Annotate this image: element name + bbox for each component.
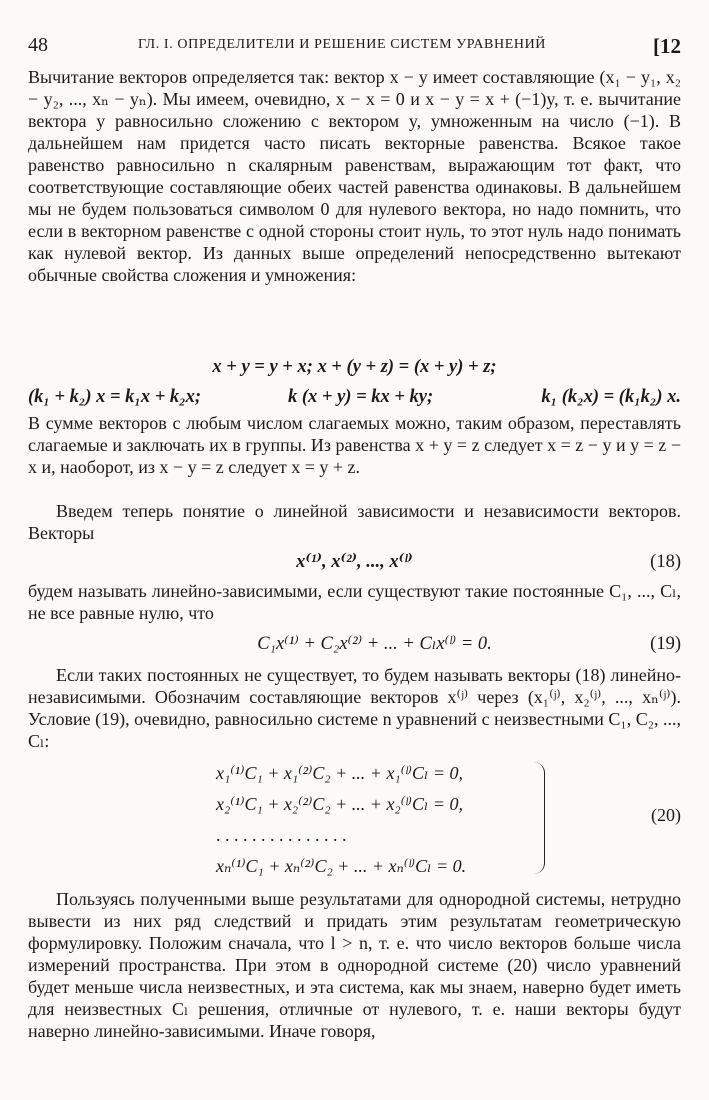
equation-part-c: k₁ (k₂x) = (k₁k₂) x.: [541, 387, 681, 407]
page-header: [28, 34, 681, 62]
equation-text: C₁x⁽¹⁾ + C₂x⁽²⁾ + ... + Cₗx⁽ˡ⁾ = 0.: [257, 634, 492, 654]
right-brace: [534, 762, 545, 874]
equation-distributive: [28, 382, 681, 412]
equation-commutative-associative: [28, 352, 681, 382]
equation-18: [28, 544, 681, 580]
equation-number: (18): [650, 552, 681, 572]
page-body: [28, 66, 681, 1064]
equation-19: [28, 624, 681, 664]
paragraph-definition-dependent: будем называть линейно-зависимыми, если существуют такие постоянные C₁, ..., Cₗ, не все равные нулю, что: [28, 581, 681, 623]
equation-part-a: (k₁ + k₂) x = k₁x + k₂x;: [28, 387, 202, 407]
system-row-2: x₂⁽¹⁾C₁ + x₂⁽²⁾C₂ + ... + x₂⁽ˡ⁾Cₗ = 0,: [216, 794, 463, 814]
running-title: ГЛ. I. ОПРЕДЕЛИТЕЛИ И РЕШЕНИЕ СИСТЕМ УРАВНЕНИЙ: [138, 37, 546, 52]
section-number: [12: [653, 34, 681, 58]
paragraph-definition-independent: Если таких постоянных не существует, то будем называть векторы (18) линейно-независимыми. Обозначим составляющие векторов x⁽ʲ⁾ через (x₁⁽ʲ⁾, x₂⁽ʲ⁾, ..., xₙ⁽ʲ⁾). Условие (19), очевидно, равносильно системе n уравнений с неизвестными C₁, C₂, ..., Cₗ:: [28, 665, 681, 751]
system-row-dots: . . . . . . . . . . . . . . .: [216, 825, 347, 845]
equation-text: x⁽¹⁾, x⁽²⁾, ..., x⁽ˡ⁾: [296, 552, 413, 572]
equation-number: (20): [651, 805, 681, 825]
paragraph-vector-subtraction: Вычитание векторов определяется так: вектор x − y имеет составляющие (x₁ − y₁, x₂ − y₂, ..., xₙ − yₙ). Мы имеем, очевидно, x − x = 0 и x − y = x + (−1)y, т. е. вычитание вектора y равносильно сложению с вектором y, умноженным на число (−1). В дальнейшем нам придется часто писать векторные равенства. Всякое такое равенство равносильно n скалярным равенствам, выражающим тот факт, что соответствующие составляющие обеих частей равенства одинаковы. В дальнейшем мы не будем пользоваться символом 0 для нулевого вектора, но надо помнить, что если в векторном равенстве с одной стороны стоит нуль, то этот нуль надо понимать как нулевой вектор. Из данных выше определений непосредственно вытекают обычные свойства сложения и умножения:: [28, 67, 681, 285]
system-row-1: x₁⁽¹⁾C₁ + x₁⁽²⁾C₂ + ... + x₁⁽ˡ⁾Cₗ = 0,: [216, 763, 463, 783]
system-row-n: xₙ⁽¹⁾C₁ + xₙ⁽²⁾C₂ + ... + xₙ⁽ˡ⁾Cₗ = 0.: [216, 856, 467, 876]
equation-system-20: [28, 758, 681, 882]
paragraph-consequences: Пользуясь полученными выше результатами для однородной системы, нетрудно вывести из них ряд следствий и придать этим результатам геометрическую формулировку. Положим сначала, что l > n, т. е. что число векторов больше числа измерений пространства. При этом в однородной системе (20) число уравнений будет меньше числа неизвестных, и эта система, как мы знаем, наверно будет иметь для неизвестных Cₗ решения, отличные от нулевого, т. е. наши векторы будут наверно линейно-зависимыми. Иначе говоря,: [28, 889, 681, 1041]
page-number: 48: [28, 34, 48, 56]
system-rows: [216, 758, 534, 882]
paragraph-sum-of-vectors: В сумме векторов с любым числом слагаемых можно, таким образом, переставлять слагаемые и заключать их в группы. Из равенства x + y = z следует x = z − y и y = z − x и, наоборот, из x − y = z следует x = y + z.: [28, 413, 681, 477]
equation-text: x + y = y + x; x + (y + z) = (x + y) + z;: [212, 357, 497, 377]
equation-part-b: k (x + y) = kx + ky;: [288, 387, 434, 407]
paragraph-linear-dependence-intro: Введем теперь понятие о линейной зависимости и независимости векторов. Векторы: [28, 501, 681, 543]
equation-number: (19): [650, 634, 681, 654]
